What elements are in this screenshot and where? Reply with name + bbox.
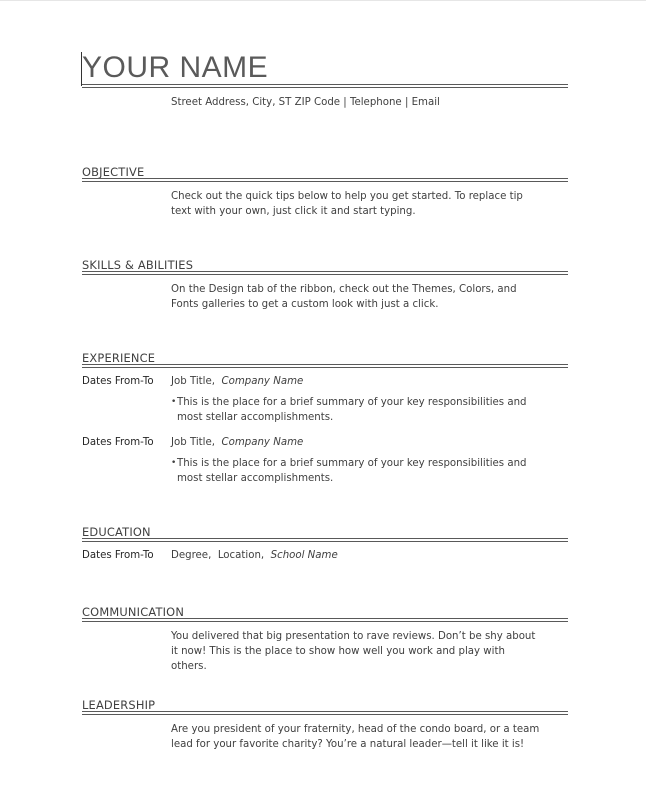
education-details[interactable] [171, 550, 338, 561]
degree: Degree, [171, 550, 212, 561]
communication-rule [82, 618, 568, 622]
experience-role[interactable] [171, 376, 303, 387]
experience-dates[interactable]: Dates From-To [82, 437, 154, 448]
bullet-text: This is the place for a brief summary of your key responsibilities and most stellar accomplishments. [177, 397, 527, 423]
bullet-text: This is the place for a brief summary of your key responsibilities and most stellar accomplishments. [177, 458, 527, 484]
job-title: Job Title, [171, 437, 216, 448]
job-title: Job Title, [171, 376, 216, 387]
name-rule [82, 84, 568, 88]
experience-bullet[interactable] [171, 395, 541, 425]
communication-heading[interactable]: COMMUNICATION [82, 605, 185, 619]
leadership-rule [82, 711, 568, 715]
objective-text[interactable]: Check out the quick tips below to help you get started. To replace tip text with your own, just click it and start typing. [171, 191, 523, 217]
company-name: Company Name [221, 376, 304, 387]
bullet-icon: • [171, 458, 177, 468]
leadership-text[interactable]: Are you president of your fraternity, head of the condo board, or a team lead for your favorite charity? You’re a natural leader—tell it like it is! [171, 724, 540, 750]
skills-rule [82, 271, 568, 275]
resume-name[interactable]: YOUR NAME [82, 51, 269, 84]
experience-bullet[interactable] [171, 456, 541, 486]
page-top-edge [0, 0, 646, 1]
skills-text[interactable]: On the Design tab of the ribbon, check out the Themes, Colors, and Fonts galleries to get a custom look with just a click. [171, 284, 517, 310]
leadership-heading[interactable]: LEADERSHIP [82, 698, 156, 712]
bullet-icon: • [171, 397, 177, 407]
school-name: School Name [270, 550, 338, 561]
education-heading[interactable]: EDUCATION [82, 525, 151, 539]
experience-dates[interactable]: Dates From-To [82, 376, 154, 387]
objective-rule [82, 178, 568, 182]
experience-heading[interactable]: EXPERIENCE [82, 351, 156, 365]
objective-heading[interactable]: OBJECTIVE [82, 165, 145, 179]
education-dates[interactable]: Dates From-To [82, 550, 154, 561]
location: Location, [217, 550, 265, 561]
communication-text[interactable]: You delivered that big presentation to rave reviews. Don’t be shy about it now! This is the place to show how well you work and play with others. [171, 631, 536, 672]
contact-info[interactable]: Street Address, City, ST ZIP Code | Telephone | Email [171, 97, 440, 108]
education-rule [82, 538, 568, 542]
experience-role[interactable] [171, 437, 303, 448]
skills-heading[interactable]: SKILLS & ABILITIES [82, 258, 194, 272]
company-name: Company Name [221, 437, 304, 448]
experience-rule [82, 364, 568, 368]
